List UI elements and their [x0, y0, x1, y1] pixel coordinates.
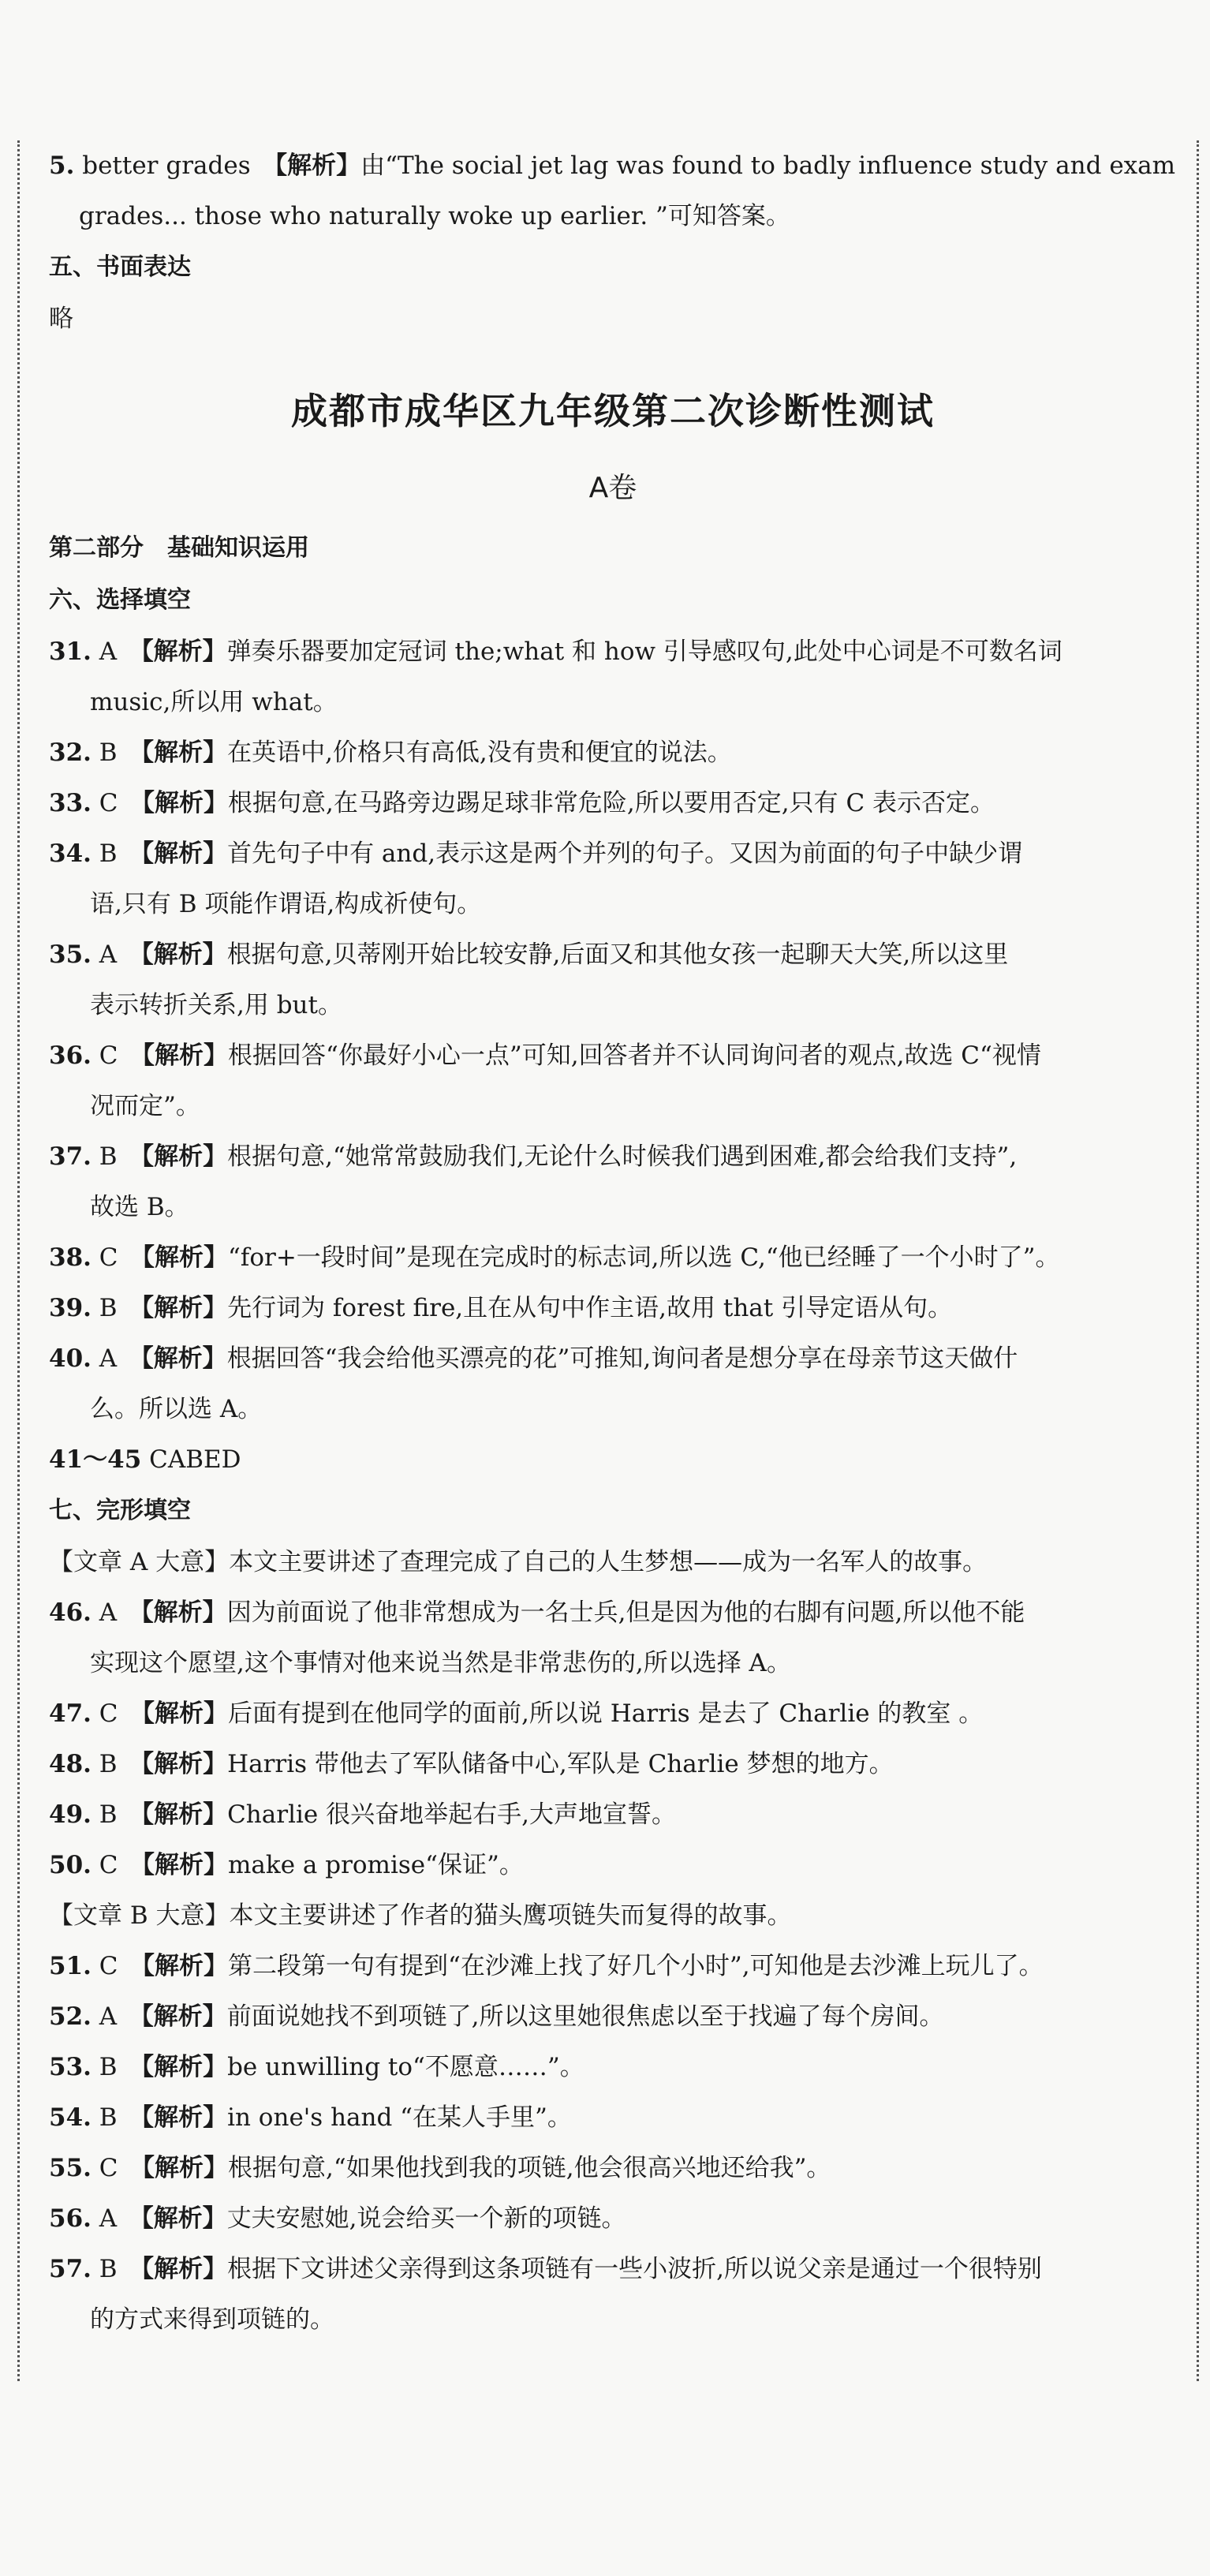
- answer-item: [49, 2042, 1177, 2092]
- analysis-continuation: 的方式来得到项链的。: [90, 2305, 334, 2334]
- answer-item: [49, 1283, 1177, 1333]
- item-number: 56.: [49, 2204, 91, 2233]
- answer-list-top: [49, 140, 1177, 241]
- analysis-continuation: 么。所以选 A。: [90, 1395, 263, 1423]
- analysis-tag: 【解析】: [141, 1294, 228, 1322]
- answer-list-passage-b: [49, 1941, 1177, 2345]
- analysis-text: 前面说她找不到项链了,所以这里她很焦虑以至于找遍了每个房间。: [226, 2002, 944, 2031]
- item-number: 50.: [49, 1851, 91, 1879]
- analysis-tag: 【解析】: [142, 789, 229, 817]
- answer-item: [49, 1991, 1177, 2042]
- answer-item: [49, 1688, 1177, 1739]
- item-answer: B: [99, 2255, 118, 2283]
- section-heading-cloze: 七、完形填空: [49, 1497, 191, 1524]
- analysis-tag: 【解析】: [141, 2053, 228, 2081]
- item-number: 49.: [49, 1800, 91, 1829]
- analysis-continuation: 故选 B。: [90, 1193, 189, 1221]
- item-answer: B: [99, 1750, 118, 1778]
- item-answer: A: [99, 1344, 118, 1373]
- item-number: 35.: [49, 940, 91, 969]
- analysis-text: 先行词为 forest fire,且在从句中作主语,故用 that 引导定语从句。: [227, 1294, 953, 1322]
- analysis-text: 后面有提到在他同学的面前,所以说 Harris 是去了 Charlie 的教室 。: [228, 1699, 984, 1728]
- item-answer: A: [99, 2002, 118, 2031]
- item-number: 48.: [49, 1750, 91, 1778]
- analysis-text: 根据下文讲述父亲得到这条项链有一些小波折,所以说父亲是通过一个很特别: [227, 2255, 1042, 2283]
- item-answer: B: [99, 1800, 118, 1829]
- analysis-tag: 【解析】: [141, 1344, 227, 1373]
- section-heading-writing: 五、书面表达: [49, 253, 191, 281]
- answer-range-41-45: [49, 1434, 1177, 1485]
- passage-b-summary: 【文章 B 大意】本文主要讲述了作者的猫头鹰项链失而复得的故事。: [49, 1901, 792, 1930]
- part-heading: 第二部分 基础知识运用: [49, 534, 309, 562]
- analysis-tag: 【解析】: [141, 2204, 227, 2233]
- analysis-tag: 【解析】: [274, 151, 361, 180]
- analysis-text: 根据回答“我会给他买漂亮的花”可推知,询问者是想分享在母亲节这天做什: [226, 1344, 1018, 1373]
- paper-subtitle: A卷: [588, 472, 637, 504]
- analysis-tag: 【解析】: [141, 1598, 227, 1627]
- item-number: 34.: [49, 839, 91, 868]
- answer-item: [49, 626, 1177, 677]
- answer-item: [49, 1030, 1177, 1081]
- analysis-text: 根据回答“你最好小心一点”可知,回答者并不认同询问者的观点,故选 C“视情: [228, 1041, 1041, 1070]
- analysis-tag: 【解析】: [141, 839, 228, 868]
- answer-item: [49, 828, 1177, 879]
- analysis-text: “for+一段时间”是现在完成时的标志词,所以选 C,“他已经睡了一个小时了”。: [228, 1243, 1060, 1272]
- answer-item: [49, 1333, 1177, 1384]
- page-title: 成都市成华区九年级第二次诊断性测试: [291, 390, 935, 432]
- left-margin-dotted-line: [17, 140, 20, 2381]
- analysis-tag: 【解析】: [141, 1800, 228, 1829]
- analysis-tag: 【解析】: [142, 1699, 229, 1728]
- analysis-text: make a promise“保证”。: [228, 1851, 524, 1879]
- answer-item: [49, 929, 1177, 980]
- analysis-text: Harris 带他去了军队储备中心,军队是 Charlie 梦想的地方。: [227, 1750, 894, 1778]
- item-number: 36.: [49, 1041, 91, 1070]
- item-number: 33.: [49, 789, 91, 817]
- item-number: 5.: [49, 151, 75, 180]
- answer-item: [49, 2244, 1177, 2294]
- analysis-tag: 【解析】: [142, 2154, 229, 2182]
- analysis-tag: 【解析】: [141, 2103, 228, 2132]
- item-answer: C: [99, 1851, 118, 1879]
- answer-list-section6: [49, 626, 1177, 1434]
- item-answer: C: [99, 789, 118, 817]
- analysis-text: 由“The social jet lag was found to badly influence study and exam: [360, 151, 1176, 180]
- analysis-text: 弹奏乐器要加定冠词 the;what 和 how 引导感叹句,此处中心词是不可数名词: [226, 637, 1062, 666]
- analysis-text: in one's hand “在某人手里”。: [227, 2103, 572, 2132]
- item-number: 40.: [49, 1344, 91, 1373]
- item-answer: B: [99, 1294, 118, 1322]
- right-margin-dotted-line: [1197, 140, 1199, 2381]
- item-answer: C: [99, 1243, 118, 1272]
- answer-item: [49, 778, 1177, 828]
- passage-a-summary: 【文章 A 大意】本文主要讲述了查理完成了自己的人生梦想——成为一名军人的故事。: [49, 1548, 988, 1576]
- analysis-continuation: 语,只有 B 项能作谓语,构成祈使句。: [90, 890, 482, 918]
- analysis-tag: 【解析】: [141, 738, 228, 767]
- section-body-omitted: 略: [49, 305, 73, 333]
- answer-item: [49, 1941, 1177, 1991]
- analysis-text: 在英语中,价格只有高低,没有贵和便宜的说法。: [227, 738, 732, 767]
- answer-item: [49, 2143, 1177, 2193]
- item-answer: B: [99, 738, 118, 767]
- analysis-continuation: grades... those who naturally woke up earlier. ”可知答案。: [79, 202, 790, 230]
- item-number: 38.: [49, 1243, 91, 1272]
- answer-item: [49, 140, 1177, 191]
- item-number: 57.: [49, 2255, 91, 2283]
- item-answer: better grades: [82, 151, 251, 180]
- item-answer: B: [99, 839, 118, 868]
- item-answer: B: [99, 1142, 118, 1171]
- analysis-tag: 【解析】: [142, 1243, 229, 1272]
- item-number: 31.: [49, 637, 91, 666]
- analysis-text: be unwilling to“不愿意……”。: [227, 2053, 584, 2081]
- item-answer: CABED: [149, 1445, 241, 1474]
- item-number: 51.: [49, 1952, 91, 1980]
- answer-item: [49, 1232, 1177, 1283]
- analysis-tag: 【解析】: [141, 1750, 228, 1778]
- analysis-tag: 【解析】: [142, 1851, 229, 1879]
- analysis-text: 根据句意,“如果他找到我的项链,他会很高兴地还给我”。: [228, 2154, 831, 2182]
- analysis-tag: 【解析】: [142, 1041, 229, 1070]
- answer-item: [49, 1587, 1177, 1638]
- analysis-tag: 【解析】: [141, 2255, 228, 2283]
- item-number: 53.: [49, 2053, 91, 2081]
- item-number: 54.: [49, 2103, 91, 2132]
- item-number: 46.: [49, 1598, 91, 1627]
- analysis-tag: 【解析】: [141, 1142, 228, 1171]
- answer-item: [49, 1739, 1177, 1789]
- item-number: 47.: [49, 1699, 91, 1728]
- section-heading-choice: 六、选择填空: [49, 586, 191, 614]
- analysis-continuation: 表示转折关系,用 but。: [90, 991, 342, 1019]
- analysis-text: 丈夫安慰她,说会给买一个新的项链。: [226, 2204, 626, 2233]
- analysis-text: Charlie 很兴奋地举起右手,大声地宣誓。: [227, 1800, 676, 1829]
- analysis-tag: 【解析】: [141, 637, 227, 666]
- item-number: 39.: [49, 1294, 91, 1322]
- analysis-tag: 【解析】: [141, 940, 227, 969]
- answer-item: [49, 1840, 1177, 1890]
- item-number: 41～45: [49, 1445, 142, 1474]
- item-answer: A: [99, 940, 118, 969]
- item-number: 52.: [49, 2002, 91, 2031]
- item-answer: C: [99, 1699, 118, 1728]
- analysis-text: 因为前面说了他非常想成为一名士兵,但是因为他的右脚有问题,所以他不能: [226, 1598, 1025, 1627]
- item-answer: C: [99, 2154, 118, 2182]
- document-content: [49, 140, 1177, 2345]
- answer-item: [49, 2193, 1177, 2244]
- analysis-continuation: music,所以用 what。: [90, 688, 338, 716]
- analysis-text: 根据句意,“她常常鼓励我们,无论什么时候我们遇到困难,都会给我们支持”,: [227, 1142, 1018, 1171]
- answer-list-passage-a: [49, 1587, 1177, 1890]
- item-answer: A: [99, 2204, 118, 2233]
- analysis-tag: 【解析】: [141, 2002, 227, 2031]
- analysis-continuation: 况而定”。: [90, 1092, 200, 1120]
- answer-item: [49, 727, 1177, 778]
- item-answer: C: [99, 1952, 118, 1980]
- analysis-text: 根据句意,在马路旁边踢足球非常危险,所以要用否定,只有 C 表示否定。: [228, 789, 995, 817]
- analysis-text: 第二段第一句有提到“在沙滩上找了好几个小时”,可知他是去沙滩上玩儿了。: [228, 1952, 1044, 1980]
- item-number: 55.: [49, 2154, 91, 2182]
- analysis-text: 首先句子中有 and,表示这是两个并列的句子。又因为前面的句子中缺少谓: [227, 839, 1023, 868]
- analysis-text: 根据句意,贝蒂刚开始比较安静,后面又和其他女孩一起聊天大笑,所以这里: [226, 940, 1009, 969]
- item-answer: A: [99, 637, 118, 666]
- answer-item: [49, 2092, 1177, 2143]
- item-answer: B: [99, 2103, 118, 2132]
- item-number: 37.: [49, 1142, 91, 1171]
- item-number: 32.: [49, 738, 91, 767]
- answer-item: [49, 1131, 1177, 1182]
- item-answer: C: [99, 1041, 118, 1070]
- answer-item: [49, 1789, 1177, 1840]
- item-answer: A: [99, 1598, 118, 1627]
- analysis-tag: 【解析】: [142, 1952, 229, 1980]
- item-answer: B: [99, 2053, 118, 2081]
- analysis-continuation: 实现这个愿望,这个事情对他来说当然是非常悲伤的,所以选择 A。: [90, 1649, 791, 1677]
